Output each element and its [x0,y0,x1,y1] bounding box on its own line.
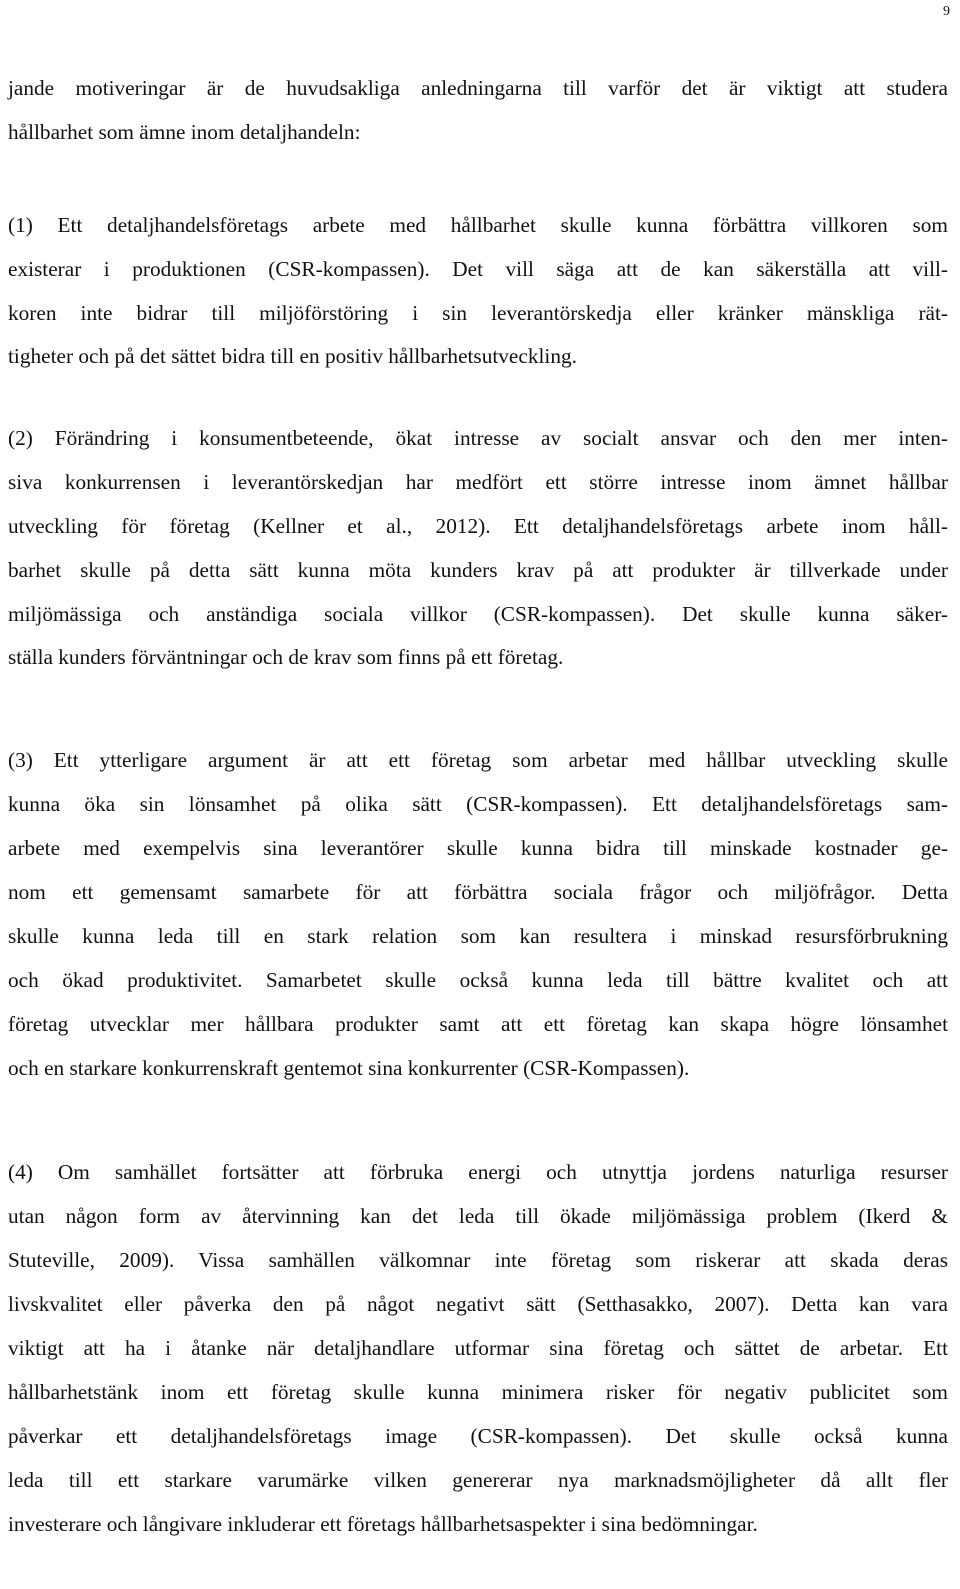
text-line: ställa kunders förväntningar och de krav som finns på ett företag. [8,645,564,669]
text-line: tigheter och på det sättet bidra till en positiv hållbarhetsutveckling. [8,344,577,368]
text-line: livskvalitet eller påverka den på något negativt sätt (Setthasakko, 2007). Detta kan vara [8,1292,948,1316]
text-line: barhet skulle på detta sätt kunna möta kunders krav på att produkter är tillverkade under [8,558,948,582]
text-line: leda till ett starkare varumärke vilken genererar nya marknadsmöjligheter då allt fler [8,1468,948,1492]
text-line: och ökad produktivitet. Samarbetet skulle också kunna leda till bättre kvalitet och att [8,968,948,992]
text-line: hållbarhet som ämne inom detaljhandeln: [8,120,361,144]
text-line: och en starkare konkurrenskraft gentemot sina konkurrenter (CSR-Kompassen). [8,1056,690,1080]
text-line: Stuteville, 2009). Vissa samhällen välkomnar inte företag som riskerar att skada deras [8,1248,948,1272]
text-line: utveckling för företag (Kellner et al., 2012). Ett detaljhandelsföretags arbete inom håll- [8,514,948,538]
text-line: (3) Ett ytterligare argument är att ett företag som arbetar med hållbar utveckling skulle [8,748,948,772]
text-line: nom ett gemensamt samarbete för att förbättra sociala frågor och miljöfrågor. Detta [8,880,948,904]
text-line: jande motiveringar är de huvudsakliga anledningarna till varför det är viktigt att studera [8,76,948,100]
text-line: miljömässiga och anständiga sociala villkor (CSR-kompassen). Det skulle kunna säker- [8,602,948,626]
text-line: (1) Ett detaljhandelsföretags arbete med hållbarhet skulle kunna förbättra villkoren som [8,213,948,237]
text-line: kunna öka sin lönsamhet på olika sätt (CSR-kompassen). Ett detaljhandelsföretags sam- [8,792,948,816]
text-line: arbete med exempelvis sina leverantörer skulle kunna bidra till minskade kostnader ge- [8,836,948,860]
text-line: existerar i produktionen (CSR-kompassen). Det vill säga att de kan säkerställa att vill- [8,257,948,281]
text-line: siva konkurrensen i leverantörskedjan har medfört ett större intresse inom ämnet hållbar [8,470,948,494]
text-line: utan någon form av återvinning kan det leda till ökade miljömässiga problem (Ikerd & [8,1204,948,1228]
text-line: företag utvecklar mer hållbara produkter samt att ett företag kan skapa högre lönsamhet [8,1012,948,1036]
text-line: (2) Förändring i konsumentbeteende, ökat intresse av socialt ansvar och den mer inten- [8,426,948,450]
text-line: investerare och långivare inkluderar ett företags hållbarhetsaspekter i sina bedömningar. [8,1512,758,1536]
text-line: viktigt att ha i åtanke när detaljhandlare utformar sina företag och sättet de arbetar. Ett [8,1336,948,1360]
text-line: skulle kunna leda till en stark relation som kan resultera i minskad resursförbrukning [8,924,948,948]
text-line: hållbarhetstänk inom ett företag skulle kunna minimera risker för negativ publicitet som [8,1380,948,1404]
text-line: koren inte bidrar till miljöförstöring i sin leverantörskedja eller kränker mänskliga rät- [8,301,948,325]
text-line: (4) Om samhället fortsätter att förbruka energi och utnyttja jordens naturliga resurser [8,1160,948,1184]
text-line: påverkar ett detaljhandelsföretags image (CSR-kompassen). Det skulle också kunna [8,1424,948,1448]
page-number: 9 [943,4,950,19]
